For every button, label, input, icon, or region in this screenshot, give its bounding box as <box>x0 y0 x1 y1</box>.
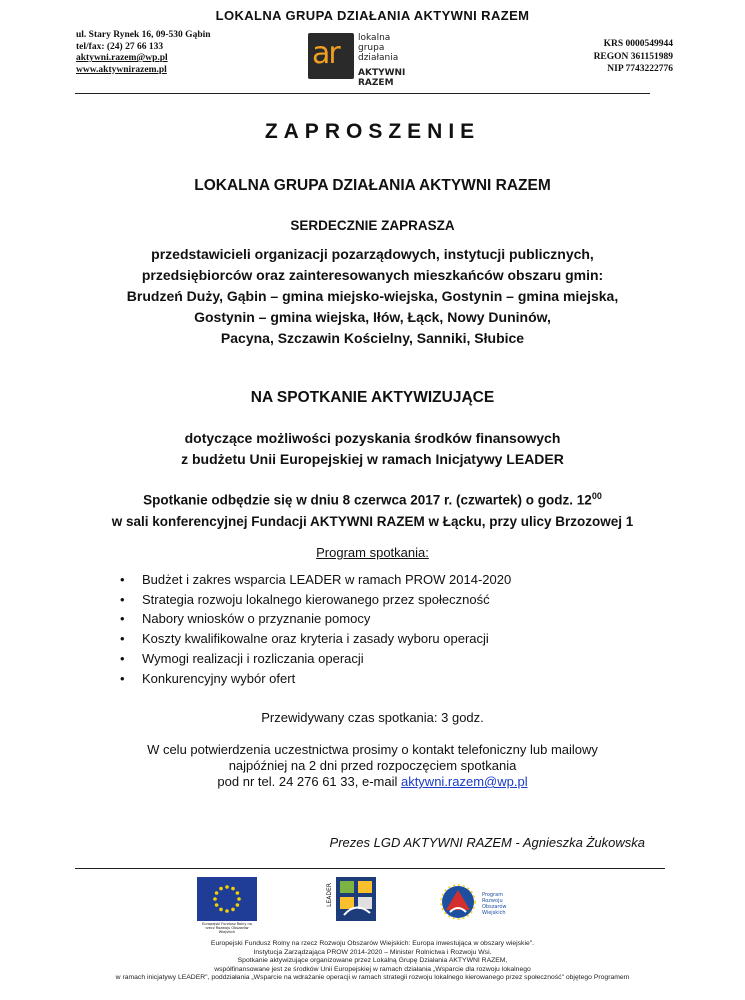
header-divider <box>75 93 650 94</box>
meeting-heading: NA SPOTKANIE AKTYWIZUJĄCE <box>250 389 495 406</box>
program-list <box>120 570 511 688</box>
page-title: ZAPROSZENIE <box>264 120 481 143</box>
phone: tel/fax: (24) 27 66 133 <box>76 41 164 52</box>
program-heading: Program spotkania: <box>316 545 429 560</box>
meeting-topic: dotyczące możliwości pozyskania środków finansowych z budżetu Unii Europejskiej w ramach Inicjatywy LEADER <box>181 430 564 467</box>
website-link[interactable]: www.aktywnirazem.pl <box>76 64 167 75</box>
signature: Prezes LGD AKTYWNI RAZEM - Agnieszka Żukowska <box>329 835 645 850</box>
lgd-logo <box>308 33 430 88</box>
eu-flag <box>197 877 257 921</box>
email-link[interactable]: aktywni.razem@wp.pl <box>76 53 168 63</box>
leader-logo: LEADER <box>330 875 378 925</box>
prow-logo: Program Rozwoju Obszarów Wiejskich <box>438 880 528 925</box>
address: ul. Stary Rynek 16, 09-530 Gąbin <box>76 30 211 40</box>
contact-email-link[interactable]: aktywni.razem@wp.pl <box>400 774 528 789</box>
regon: REGON 361151989 <box>593 51 673 62</box>
list-item: • Budżet i zakres wsparcia LEADER w ramach PROW 2014-2020 <box>120 570 511 590</box>
header-title: LOKALNA GRUPA DZIAŁANIA AKTYWNI RAZEM <box>215 8 530 23</box>
nip: NIP 7743222776 <box>607 64 673 74</box>
organizer: LOKALNA GRUPA DZIAŁANIA AKTYWNI RAZEM <box>194 177 551 194</box>
logo-text: lokalna grupa działania AKTYWNI RAZEM <box>358 33 406 88</box>
list-item: • Konkurencyjny wybór ofert <box>120 669 511 689</box>
footer-divider <box>75 868 665 869</box>
list-item: • Koszty kwalifikowalne oraz kryteria i zasady wyboru operacji <box>120 629 511 649</box>
list-item: • Strategia rozwoju lokalnego kierowanego przez społeczność <box>120 590 511 610</box>
footer-text: Europejski Fundusz Rolny na rzecz Rozwoju Obszarów Wiejskich: Europa inwestująca w obszary wiejskie". Instytucja Zarządzająca PROW 2014-2020 – Minister Rolnictwa i Rozwoju Wsi. Spotkanie aktywizujące organizowane przez Lokalną Grupę Działania AKTYWNI RAZEM, współfinansowane jest ze środków Unii Europejskiej w ramach działania „Wsparcie dla rozwoju lokalnego w ramach inicjatywy LEADER", poddziałania „Wsparcie na wdrażanie operacji w ramach strategii rozwoju lokalnego kierowanego przez społeczność" objętego Programem <box>115 940 630 982</box>
contact-info: W celu potwierdzenia uczestnictwa prosimy o kontakt telefoniczny lub mailowy najpóźniej na 2 dni przed rozpoczęciem spotkania pod nr tel. 24 276 61 33, e-mail aktywni.razem@wp.pl <box>147 742 598 789</box>
audience-text: przedstawicieli organizacji pozarządowych, instytucji publicznych, przedsiębiorców oraz zainteresowanych mieszkańców obszaru gmin: Brudzeń Duży, Gąbin – gmina miejsko-wiejska, Gostynin – gmina miejska, Gostynin – gmina wiejska, Iłów, Łąck, Nowy Duninów, Pacyna, Szczawin Kościelny, Sanniki, Słubice <box>126 246 619 346</box>
contact-block <box>76 30 211 76</box>
krs: KRS 0000549944 <box>603 39 673 49</box>
list-item: • Nabory wniosków o przyznanie pomocy <box>120 609 511 629</box>
invites-heading: SERDECZNIE ZAPRASZA <box>290 218 455 233</box>
list-item: • Wymogi realizacji i rozliczania operacji <box>120 649 511 669</box>
meeting-date-place: Spotkanie odbędzie się w dniu 8 czerwca 2017 r. (czwartek) o godz. $12^{00}$ w sali konferencyjnej Fundacji AKTYWNI RAZEM w Łącku, przy ulicy Brzozowej 1 <box>111 491 634 529</box>
registry-block <box>594 38 673 76</box>
duration: Przewidywany czas spotkania: 3 godz. <box>261 710 484 725</box>
eu-caption: Europejski Fundusz Rolny na rzecz Rozwoju Obszarów Wiejskich <box>202 922 252 934</box>
logo-mark: ar <box>308 33 354 79</box>
